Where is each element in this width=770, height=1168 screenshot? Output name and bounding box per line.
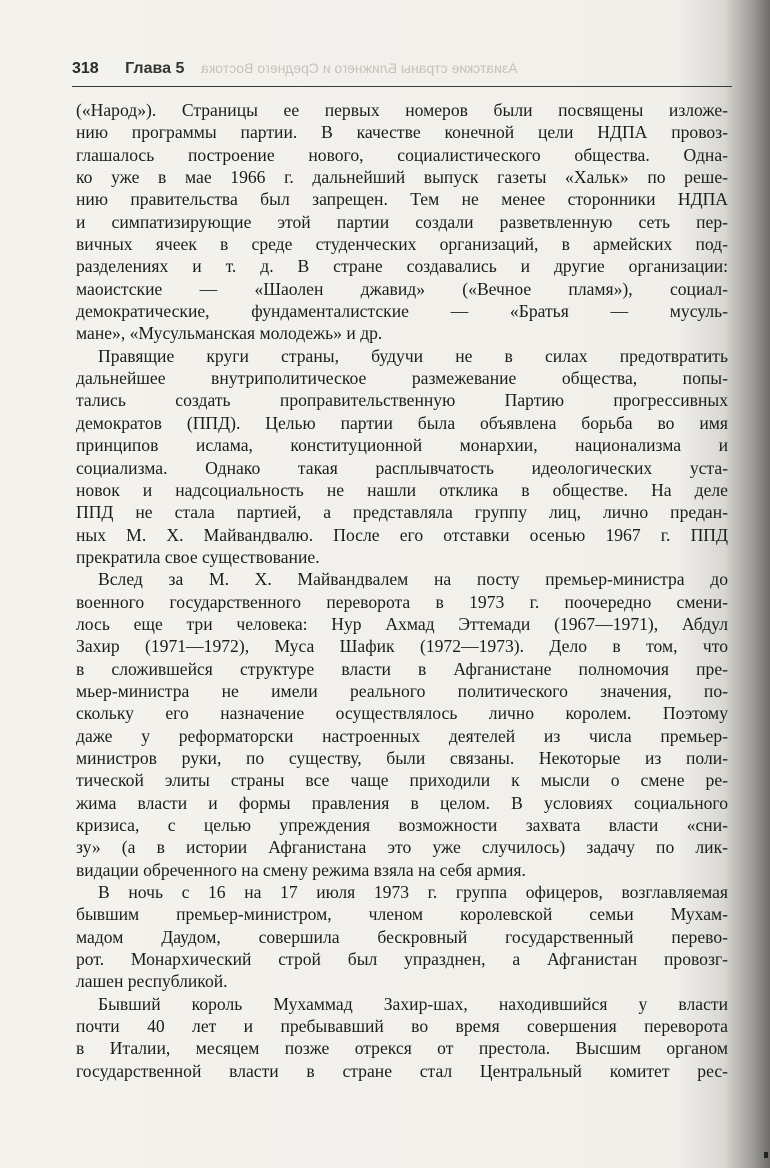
text-line: кризиса, с целью упреждения возможности захвата власти «сни-	[76, 815, 728, 835]
text-line: ных М. Х. Майвандвалю. После его отставки осенью 1967 г. ППД	[76, 524, 728, 545]
scan-artifact	[764, 1152, 768, 1158]
text-line: мьер-министра не имели реального политического значения, по-	[76, 680, 728, 701]
text-line: в Италии, месяцем позже отрекся от престола. Высшим органом	[76, 1038, 728, 1059]
paragraph	[76, 993, 728, 1082]
text-line: рот. Монархический строй был упразднен, а Афганистан провозг-	[76, 949, 728, 970]
paragraph	[76, 881, 728, 993]
text-line: бывшим премьер-министром, членом королевской семьи Мухам-	[76, 904, 728, 925]
text-line: Правящие круги страны, будучи не в силах предотвратить	[98, 345, 728, 366]
text-line: нию правительства был запрещен. Тем не менее сторонники НДПА	[76, 189, 728, 210]
text-line: прекратила свое существование.	[76, 546, 320, 567]
text-line: государственной власти в стране стал Центральный комитет рес-	[76, 1060, 728, 1081]
text-line: демократов (ППД). Целью партии была объявлена борьба во имя	[76, 412, 728, 433]
paragraph	[76, 345, 728, 568]
text-line: социализма. Однако такая расплывчатость идеологических уста-	[76, 457, 728, 478]
text-line: тались создать проправительственную Партию прогрессивных	[76, 390, 728, 411]
text-line: военного государственного переворота в 1973 г. поочередно смени-	[76, 591, 728, 612]
text-line: даже у реформаторски настроенных деятелей из числа премьер-	[76, 725, 728, 746]
text-line: министров руки, по существу, были связаны. Некоторые из поли-	[76, 747, 728, 768]
text-line: нию программы партии. В качестве конечной цели НДПА провоз-	[76, 122, 728, 143]
text-line: Бывший король Мухаммад Захир-шах, находившийся у власти	[98, 993, 728, 1014]
text-line: Вслед за М. Х. Майвандвалем на посту премьер-министра до	[98, 569, 728, 590]
body-text	[76, 99, 728, 1082]
paragraph	[76, 568, 728, 881]
text-line: лашен республикой.	[76, 971, 228, 992]
text-line: демократические, фундаменталистские — «Братья — мусуль-	[76, 301, 728, 322]
text-line: дальнейшее внутриполитическое размежевание общества, попы-	[76, 368, 728, 389]
text-line: ко уже в мае 1966 г. дальнейший выпуск газеты «Хальк» по реше-	[76, 167, 728, 188]
text-line: в сложившейся структуре власти в Афганистане полномочия пре-	[76, 658, 728, 679]
page-number: 318	[72, 60, 99, 77]
text-line: скольку его назначение осуществлялось лично королем. Поэтому	[76, 703, 728, 724]
chapter-label: Глава 5	[125, 60, 185, 77]
text-line: Захир (1971—1972), Муса Шафик (1972—1973). Дело в том, что	[76, 636, 728, 657]
bleed-through-text: Азиатские страны Ближнего и Среднего Востока	[200, 60, 518, 76]
text-line: маоистские — «Шаолен джавид» («Вечное пламя»), социал-	[76, 278, 728, 299]
text-line: видации обреченного на смену режима взяла на себя армия.	[76, 859, 526, 880]
text-line: зу» (а в истории Афганистана это уже случилось) задачу по лик-	[76, 837, 728, 858]
text-line: мадом Даудом, совершила бескровный государственный перево-	[76, 926, 728, 947]
text-line: мане», «Мусульманская молодежь» и др.	[76, 323, 383, 344]
text-line: жима власти и формы правления в целом. В условиях социального	[76, 792, 728, 813]
text-line: вичных ячеек в среде студенческих организаций, в армейских под-	[76, 234, 728, 255]
text-line: тической элиты страны все чаще приходили к мысли о смене ре-	[76, 770, 728, 791]
text-line: почти 40 лет и пребывавший во время совершения переворота	[76, 1016, 728, 1037]
text-line: принципов ислама, конституционной монархии, национализма и	[76, 435, 728, 456]
text-line: ППД не стала партией, а представляла группу лиц, лично предан-	[76, 502, 728, 523]
text-line: новок и надсоциальность не нашли отклика в обществе. На деле	[76, 479, 728, 500]
running-head	[72, 60, 732, 87]
text-line: лось еще три человека: Нур Ахмад Эттемади (1967—1971), Абдул	[76, 613, 728, 634]
text-line: В ночь с 16 на 17 июля 1973 г. группа офицеров, возглавляемая	[98, 882, 728, 903]
text-line: («Народ»). Страницы ее первых номеров были посвящены изложе-	[76, 100, 728, 120]
paragraph	[76, 99, 728, 345]
text-line: и симпатизирующие этой партии создали разветвленную сеть пер-	[76, 211, 728, 232]
text-line: глашалось построение нового, социалистического общества. Одна-	[76, 144, 728, 165]
text-line: разделениях и т. д. В стране создавались и другие организации:	[76, 256, 728, 277]
